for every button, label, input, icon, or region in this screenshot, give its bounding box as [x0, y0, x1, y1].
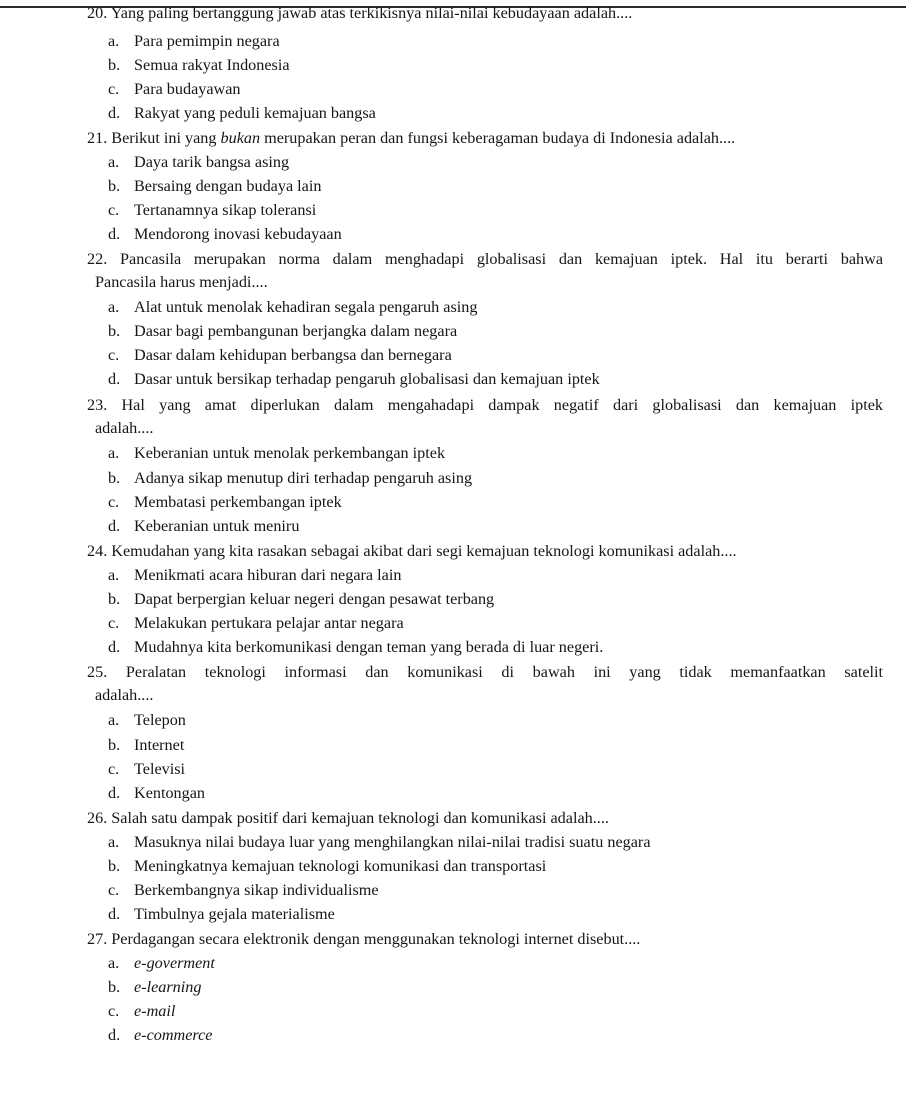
option-text: Bersaing dengan budaya lain [134, 177, 322, 195]
option-text: Keberanian untuk menolak perkembangan iptek [134, 444, 446, 462]
option-label: d. [108, 905, 121, 923]
option-label: c. [108, 80, 120, 98]
option-text: e-learning [134, 978, 202, 996]
question-line-1 [87, 247, 883, 271]
option-label: c. [108, 493, 120, 511]
option-label: c. [108, 346, 120, 364]
option-26b [108, 855, 546, 877]
option-text: Dapat berpergian keluar negeri dengan pesawat terbang [134, 590, 495, 608]
option-text: e-mail [134, 1002, 176, 1020]
option-label: d. [108, 370, 121, 388]
question-emphasis: bukan [220, 129, 261, 147]
option-27a [108, 952, 215, 974]
option-21b [108, 175, 321, 197]
option-25b [108, 734, 184, 756]
option-25c [108, 758, 185, 780]
option-text: Dasar untuk bersikap terhadap pengaruh globalisasi dan kemajuan iptek [134, 370, 600, 388]
option-label: a. [108, 153, 120, 171]
option-text: Internet [134, 736, 185, 754]
option-text: Televisi [134, 760, 186, 778]
option-label: a. [108, 711, 120, 729]
question-line-1 [87, 660, 883, 684]
option-label: d. [108, 1026, 121, 1044]
option-22b [108, 320, 457, 342]
option-text: Tertanamnya sikap toleransi [134, 201, 317, 219]
option-text: Para pemimpin negara [134, 32, 280, 50]
option-text: Dasar bagi pembangunan berjangka dalam negara [134, 322, 458, 340]
option-22a [108, 296, 477, 318]
option-26a [108, 831, 651, 853]
option-label: a. [108, 444, 120, 462]
question-number: 26. [87, 809, 108, 827]
option-20a [108, 30, 280, 52]
option-23b [108, 467, 472, 489]
option-24b [108, 588, 494, 610]
option-20b [108, 54, 290, 76]
option-text: Membatasi perkembangan iptek [134, 493, 342, 511]
option-20c [108, 78, 241, 100]
question-line-2: adalah.... [95, 419, 154, 437]
question-26 [87, 806, 883, 830]
option-text: Telepon [134, 711, 186, 729]
option-text: Dasar dalam kehidupan berbangsa dan bernegara [134, 346, 452, 364]
option-label: a. [108, 833, 120, 851]
question-text: Pancasila merupakan norma dalam menghadapi globalisasi dan kemajuan iptek. Hal itu berarti bahwa [120, 250, 883, 268]
option-24c [108, 612, 404, 634]
option-label: b. [108, 322, 121, 340]
option-label: b. [108, 978, 121, 996]
question-23 [87, 393, 883, 440]
option-23c [108, 491, 342, 513]
option-label: d. [108, 225, 121, 243]
option-label: d. [108, 517, 121, 535]
option-label: b. [108, 590, 121, 608]
option-27c [108, 1000, 175, 1022]
option-label: a. [108, 298, 120, 316]
option-label: b. [108, 736, 121, 754]
question-number: 27. [87, 930, 108, 948]
option-23a [108, 442, 445, 464]
option-25a [108, 709, 186, 731]
option-label: b. [108, 56, 121, 74]
question-25 [87, 660, 883, 707]
question-24 [87, 539, 883, 563]
question-number: 20. [87, 4, 108, 22]
option-text: Menikmati acara hiburan dari negara lain [134, 566, 402, 584]
option-text: Mudahnya kita berkomunikasi dengan teman yang berada di luar negeri. [134, 638, 604, 656]
question-line-2: adalah.... [95, 686, 154, 704]
question-text-end: merupakan peran dan fungsi keberagaman budaya di Indonesia adalah.... [264, 129, 736, 147]
option-27d [108, 1024, 213, 1046]
option-23d [108, 515, 299, 537]
question-line-1 [87, 393, 883, 417]
option-label: d. [108, 638, 121, 656]
option-25d [108, 782, 205, 804]
option-label: d. [108, 784, 121, 802]
option-27b [108, 976, 201, 998]
option-label: b. [108, 857, 121, 875]
option-text: Alat untuk menolak kehadiran segala pengaruh asing [134, 298, 478, 316]
option-text: e-goverment [134, 954, 215, 972]
option-text: e-commerce [134, 1026, 213, 1044]
question-20 [87, 1, 883, 25]
question-text: Yang paling bertanggung jawab atas terkikisnya nilai-nilai kebudayaan adalah.... [110, 4, 633, 22]
option-text: Masuknya nilai budaya luar yang menghilangkan nilai-nilai tradisi suatu negara [134, 833, 651, 851]
option-24d [108, 636, 603, 658]
option-label: a. [108, 954, 120, 972]
option-label: c. [108, 1002, 120, 1020]
option-text: Berkembangnya sikap individualisme [134, 881, 379, 899]
option-text: Melakukan pertukara pelajar antar negara [134, 614, 404, 632]
option-label: c. [108, 201, 120, 219]
option-label: d. [108, 104, 121, 122]
option-text: Meningkatnya kemajuan teknologi komunikasi dan transportasi [134, 857, 547, 875]
option-label: b. [108, 177, 121, 195]
option-text: Daya tarik bangsa asing [134, 153, 290, 171]
question-21 [87, 126, 883, 150]
option-text: Keberanian untuk meniru [134, 517, 300, 535]
option-text: Rakyat yang peduli kemajuan bangsa [134, 104, 376, 122]
option-text: Mendorong inovasi kebudayaan [134, 225, 342, 243]
question-text: Kemudahan yang kita rasakan sebagai akibat dari segi kemajuan teknologi komunikasi adalah.... [111, 542, 737, 560]
option-label: b. [108, 469, 121, 487]
option-21d [108, 223, 342, 245]
option-label: c. [108, 614, 120, 632]
option-21c [108, 199, 316, 221]
question-text: Salah satu dampak positif dari kemajuan teknologi dan komunikasi adalah.... [111, 809, 609, 827]
option-text: Para budayawan [134, 80, 241, 98]
option-26d [108, 903, 335, 925]
question-22 [87, 247, 883, 294]
question-number: 23. [87, 396, 108, 414]
option-20d [108, 102, 376, 124]
option-text: Kentongan [134, 784, 206, 802]
option-label: a. [108, 32, 120, 50]
question-text: Hal yang amat diperlukan dalam mengahadapi dampak negatif dari globalisasi dan kemajuan iptek [121, 396, 884, 414]
option-text: Timbulnya gejala materialisme [134, 905, 335, 923]
option-24a [108, 564, 401, 586]
option-22c [108, 344, 452, 366]
question-27 [87, 927, 883, 951]
option-26c [108, 879, 379, 901]
question-number: 24. [87, 542, 108, 560]
option-21a [108, 151, 289, 173]
question-text-start: Berikut ini yang [111, 129, 217, 147]
option-text: Semua rakyat Indonesia [134, 56, 290, 74]
question-number: 21. [87, 129, 108, 147]
option-label: c. [108, 881, 120, 899]
question-line-2: Pancasila harus menjadi.... [95, 273, 268, 291]
option-text: Adanya sikap menutup diri terhadap pengaruh asing [134, 469, 473, 487]
option-label: a. [108, 566, 120, 584]
question-text: Perdagangan secara elektronik dengan menggunakan teknologi internet disebut.... [111, 930, 641, 948]
question-number: 22. [87, 250, 108, 268]
question-text: Peralatan teknologi informasi dan komunikasi di bawah ini yang tidak memanfaatkan satelit [125, 663, 884, 681]
option-label: c. [108, 760, 120, 778]
question-number: 25. [87, 663, 108, 681]
option-22d [108, 368, 600, 390]
